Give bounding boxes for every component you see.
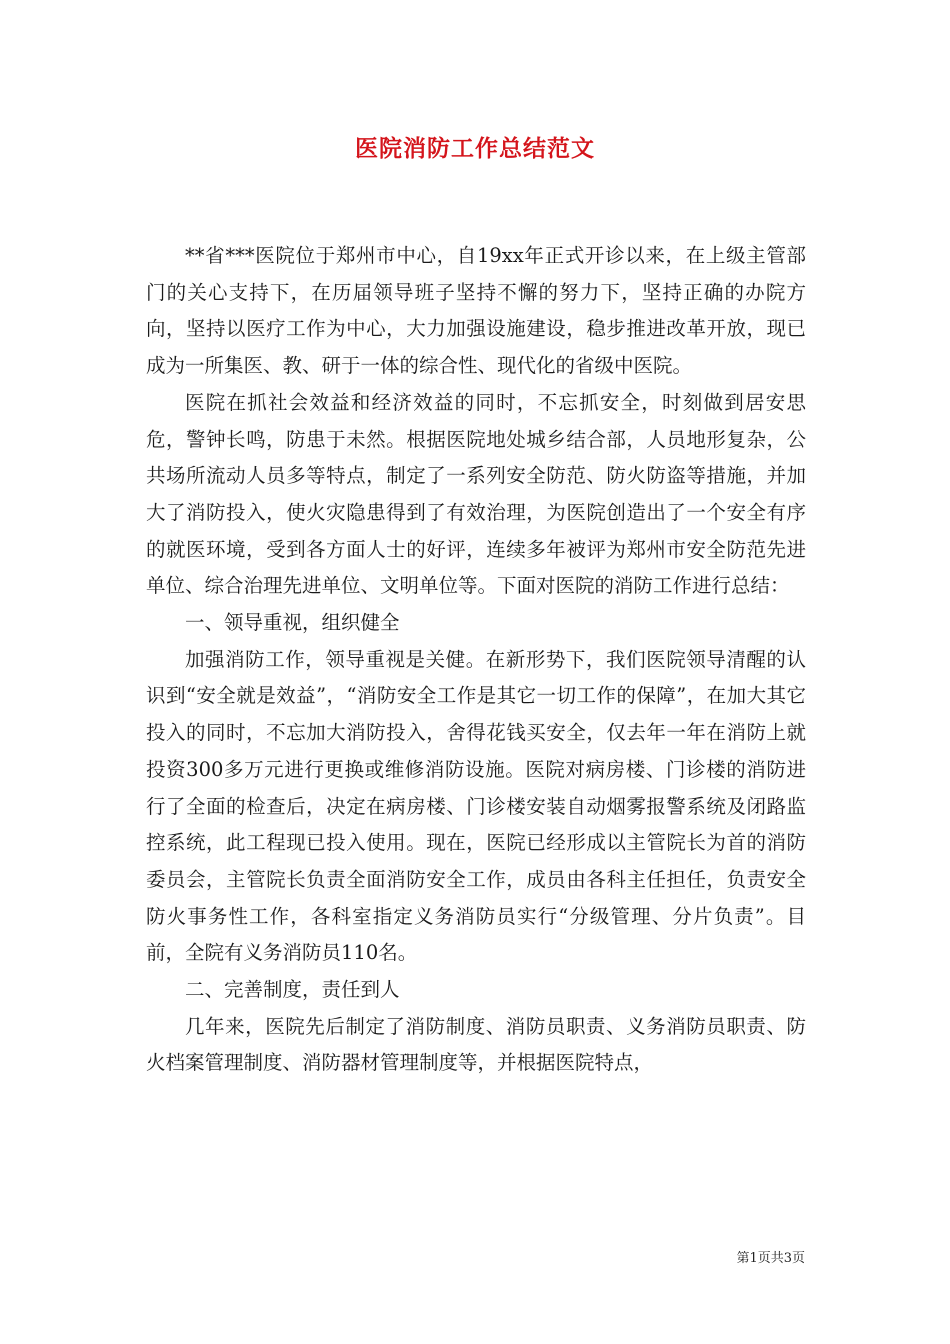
section-heading-1: 一、领导重视，组织健全 [185, 611, 400, 635]
paragraph-section-2: 几年来，医院先后制定了消防制度、消防员职责、义务消防员职责、防火档案管理制度、消防器材管理制度等，并根据医院特点， [146, 1014, 806, 1075]
document-body [146, 238, 806, 1082]
page-number-footer: 第1页共3页 [736, 1251, 805, 1266]
paragraph-intro: **省***医院位于郑州市中心，自19xx年正式开诊以来，在上级主管部门的关心支持下，在历届领导班子坚持不懈的努力下，坚持正确的办院方向，坚持以医疗工作为中心，大力加强设施建设，稳步推进改革开放，现已成为一所集医、教、研于一体的综合性、现代化的省级中医院。 [146, 244, 806, 378]
page-title: 医院消防工作总结范文 [355, 135, 595, 162]
paragraph-overview: 医院在抓社会效益和经济效益的同时，不忘抓安全，时刻做到居安思危，警钟长鸣，防患于未然。根据医院地处城乡结合部，人员地形复杂，公共场所流动人员多等特点，制定了一系列安全防范、防火防盗等措施，并加大了消防投入，使火灾隐患得到了有效治理，为医院创造出了一个安全有序的就医环境，受到各方面人士的好评，连续多年被评为郑州市安全防范先进单位、综合治理先进单位、文明单位等。下面对医院的消防工作进行总结： [146, 390, 806, 598]
paragraph-section-1: 加强消防工作，领导重视是关健。在新形势下，我们医院领导清醒的认识到“安全就是效益”，“消防安全工作是其它一切工作的保障”，在加大其它投入的同时，不忘加大消防投入，舍得花钱买安全，仅去年一年在消防上就投资300多万元进行更换或维修消防设施。医院对病房楼、门诊楼的消防进行了全面的检查后，决定在病房楼、门诊楼安装自动烟雾报警系统及闭路监控系统，此工程现已投入使用。现在，医院已经形成以主管院长为首的消防委员会，主管院长负责全面消防安全工作，成员由各科主任担任，负责安全防火事务性工作，各科室指定义务消防员实行“分级管理、分片负责”。目前，全院有义务消防员110名。 [146, 647, 806, 965]
section-heading-2: 二、完善制度，责任到人 [185, 978, 400, 1002]
